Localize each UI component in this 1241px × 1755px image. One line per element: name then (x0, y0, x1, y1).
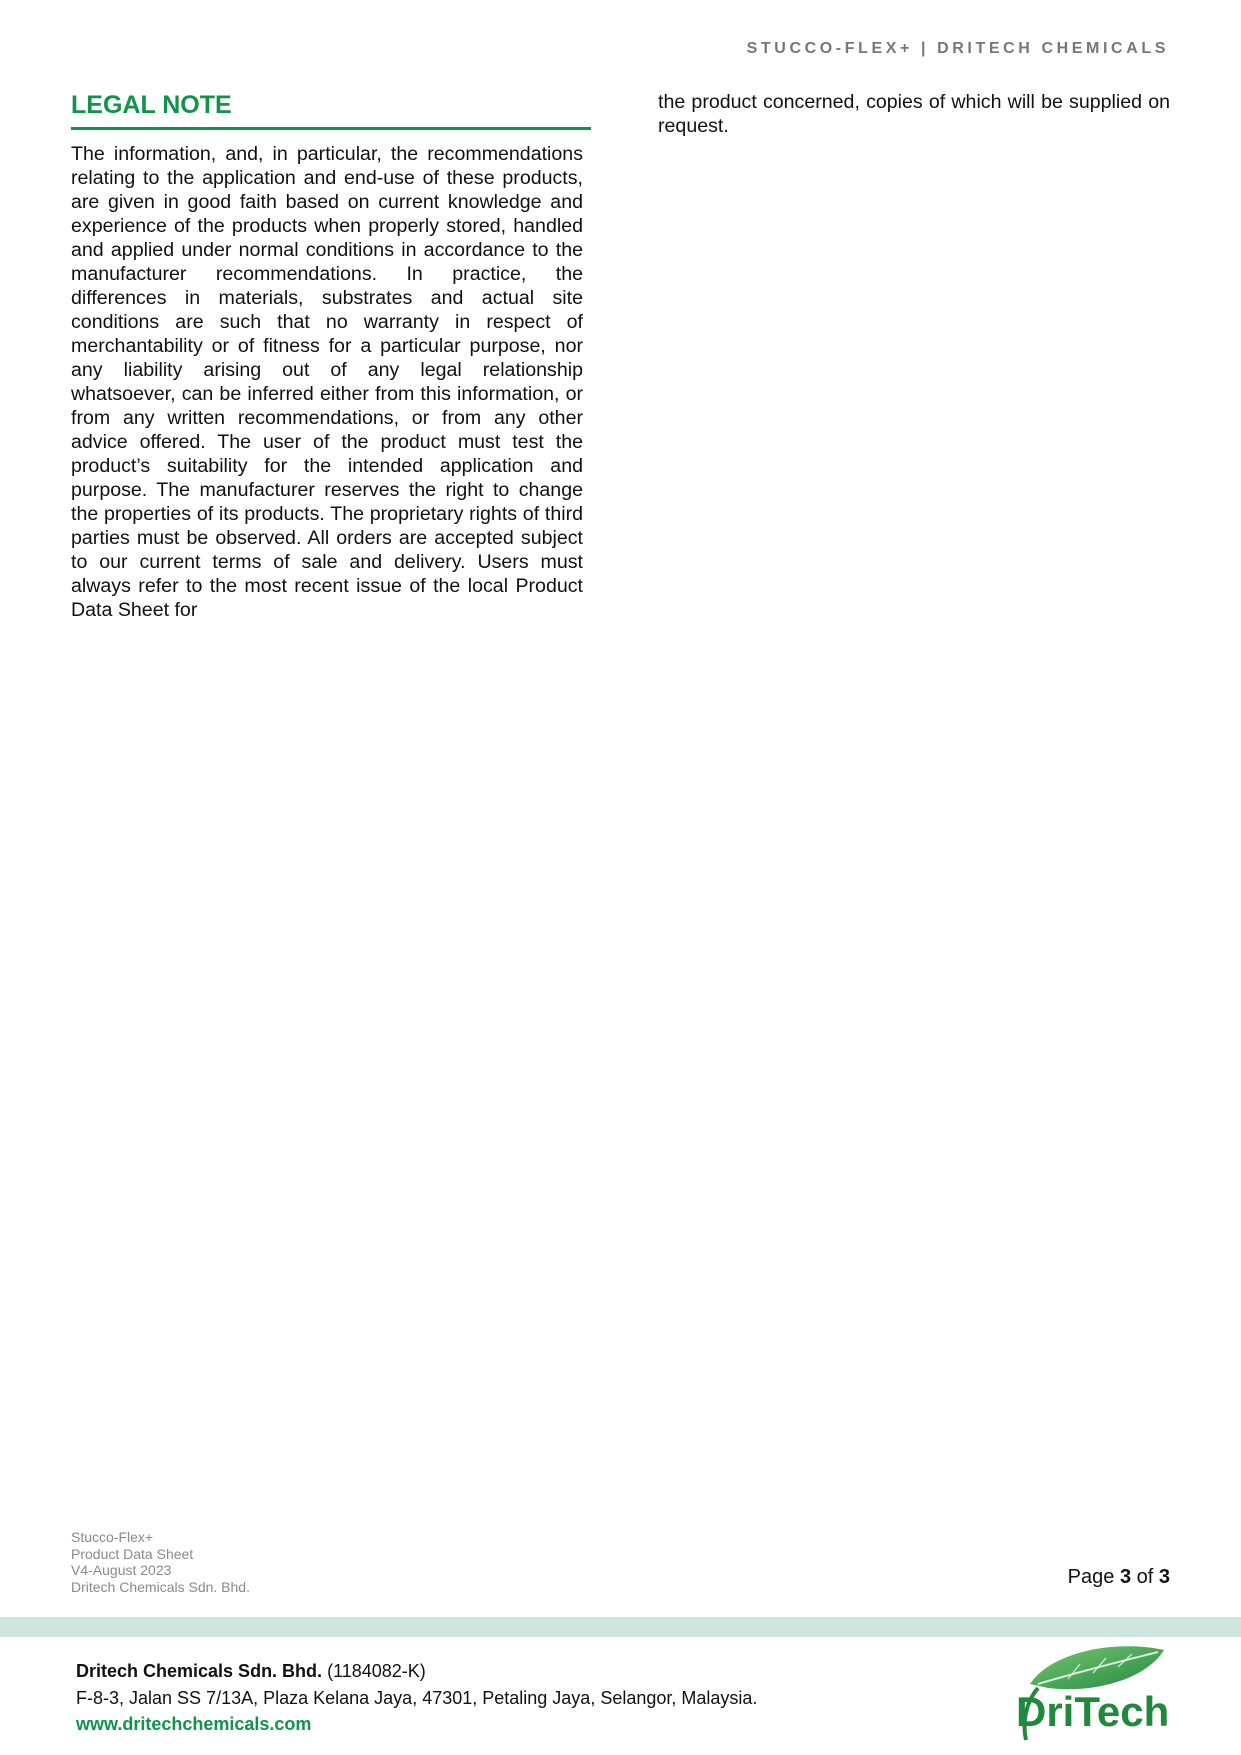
legal-note-section (71, 90, 591, 622)
doc-meta-product: Stucco-Flex+ (71, 1529, 154, 1545)
footer-band (0, 1617, 1241, 1637)
page-number (1068, 1566, 1170, 1589)
footer-registration: (1184082-K) (327, 1661, 426, 1681)
document-meta (71, 1529, 250, 1595)
footer-company-name: Dritech Chemicals Sdn. Bhd. (76, 1661, 323, 1681)
page-separator: of (1136, 1566, 1154, 1588)
footer-company-line (76, 1658, 757, 1685)
legal-note-heading: LEGAL NOTE (71, 90, 591, 130)
header-title: STUCCO-FLEX+ | DRITECH CHEMICALS (746, 40, 1169, 57)
dritech-logo (1008, 1642, 1173, 1742)
leaf-logo-icon (1008, 1642, 1173, 1742)
legal-note-continuation-column (658, 90, 1170, 138)
doc-meta-type: Product Data Sheet (71, 1545, 194, 1562)
doc-meta-version: V4-August 2023 (71, 1562, 172, 1578)
logo-text: DriTech (1016, 1688, 1170, 1735)
page-prefix: Page (1067, 1566, 1115, 1588)
doc-meta-company: Dritech Chemicals Sdn. Bhd. (71, 1578, 250, 1595)
page-total: 3 (1158, 1566, 1170, 1588)
legal-note-continuation: the product concerned, copies of which will be supplied on request. (658, 91, 1170, 137)
page-current: 3 (1119, 1566, 1132, 1588)
footer-address: F-8-3, Jalan SS 7/13A, Plaza Kelana Jaya, 47301, Petaling Jaya, Selangor, Malaysia. (76, 1687, 758, 1708)
legal-note-body: The information, and, in particular, the recommendations relating to the application and end-use of these products, are given in good faith based on current knowledge and experience of the products when properly stored, handled and applied under normal conditions in accordance to the manufacturer recommendations. In practice, the differences in materials, substrates and actual site conditions are such that no warranty in respect of merchantability or of fitness for a particular purpose, nor any liability arising out of any legal relationship whatsoever, can be inferred either from this information, or from any written recommendations, or from any other advice offered. The user of the product must test the product’s suitability for the intended application and purpose. The manufacturer reserves the right to change the properties of its products. The proprietary rights of third parties must be observed. All orders are accepted subject to our current terms of sale and delivery. Users must always refer to the most recent issue of the local Product Data Sheet for (71, 143, 583, 621)
footer (76, 1658, 757, 1738)
footer-website-link[interactable]: www.dritechchemicals.com (76, 1714, 312, 1734)
